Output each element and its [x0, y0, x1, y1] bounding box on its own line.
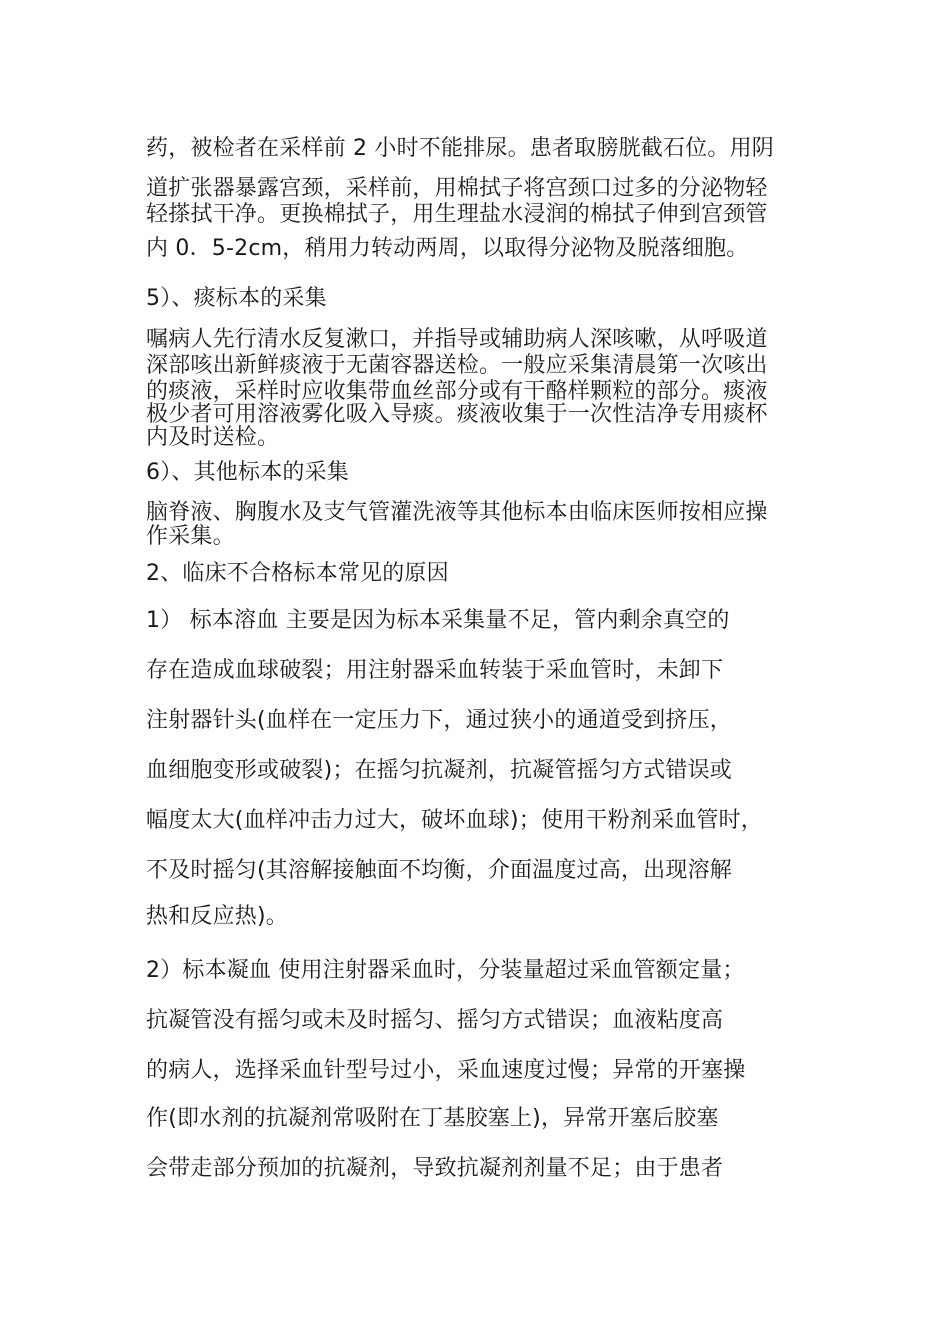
paragraph-line: 药，被检者在采样前 2 小时不能排尿。患者取膀胱截石位。用阴: [146, 136, 774, 161]
paragraph-line: 热和反应热)。: [146, 904, 288, 929]
paragraph-line: 脑脊液、胸腹水及支气管灌洗液等其他标本由临床医师按相应操: [146, 500, 768, 525]
section-heading: 2、临床不合格标本常见的原因: [146, 561, 449, 586]
paragraph-line: 2）标本凝血 使用注射器采血时，分装量超过采血管额定量；: [146, 958, 745, 983]
paragraph-line: 嘱病人先行清水反复漱口，并指导或辅助病人深咳嗽，从呼吸道: [146, 327, 768, 352]
paragraph-line: 内 0．5-2cm，稍用力转动两周，以取得分泌物及脱落细胞。: [146, 236, 749, 261]
section-heading: 5）、痰标本的采集: [146, 286, 327, 311]
paragraph-line: 存在造成血球破裂；用注射器采血转装于采血管时，未卸下: [146, 658, 724, 683]
paragraph-line: 的痰液，采样时应收集带血丝部分或有干酪样颗粒的部分。痰液: [146, 379, 768, 404]
section-heading: 6）、其他标本的采集: [146, 460, 349, 485]
paragraph-line: 极少者可用溶液雾化吸入导痰。痰液收集于一次性洁净专用痰杯: [146, 402, 768, 427]
paragraph-line: 注射器针头(血样在一定压力下，通过狭小的通道受到挤压，: [146, 708, 732, 733]
paragraph-line: 会带走部分预加的抗凝剂，导致抗凝剂剂量不足；由于患者: [146, 1156, 724, 1181]
paragraph-line: 道扩张器暴露宫颈，采样前，用棉拭子将宫颈口过多的分泌物轻: [146, 176, 768, 201]
paragraph-line: 抗凝管没有摇匀或未及时摇匀、摇匀方式错误；血液粘度高: [146, 1008, 724, 1033]
paragraph-line: 作采集。: [146, 524, 235, 549]
paragraph-line: 的病人，选择采血针型号过小，采血速度过慢；异常的开塞操: [146, 1058, 746, 1083]
paragraph-line: 血细胞变形或破裂)；在摇匀抗凝剂，抗凝管摇匀方式错误或: [146, 758, 732, 783]
paragraph-line: 幅度太大(血样冲击力过大，破坏血球)；使用干粉剂采血管时，: [146, 808, 763, 833]
paragraph-line: 1） 标本溶血 主要是因为标本采集量不足，管内剩余真空的: [146, 608, 730, 633]
paragraph-line: 轻搽拭干净。更换棉拭子，用生理盐水浸润的棉拭子伸到宫颈管: [146, 202, 768, 227]
paragraph-line: 作(即水剂的抗凝剂常吸附在丁基胶塞上)，异常开塞后胶塞: [146, 1106, 719, 1131]
paragraph-line: 深部咳出新鲜痰液于无菌容器送检。一般应采集清晨第一次咳出: [146, 353, 768, 378]
paragraph-line: 内及时送检。: [146, 425, 280, 450]
paragraph-line: 不及时摇匀(其溶解接触面不均衡，介面温度过高，出现溶解: [146, 858, 732, 883]
